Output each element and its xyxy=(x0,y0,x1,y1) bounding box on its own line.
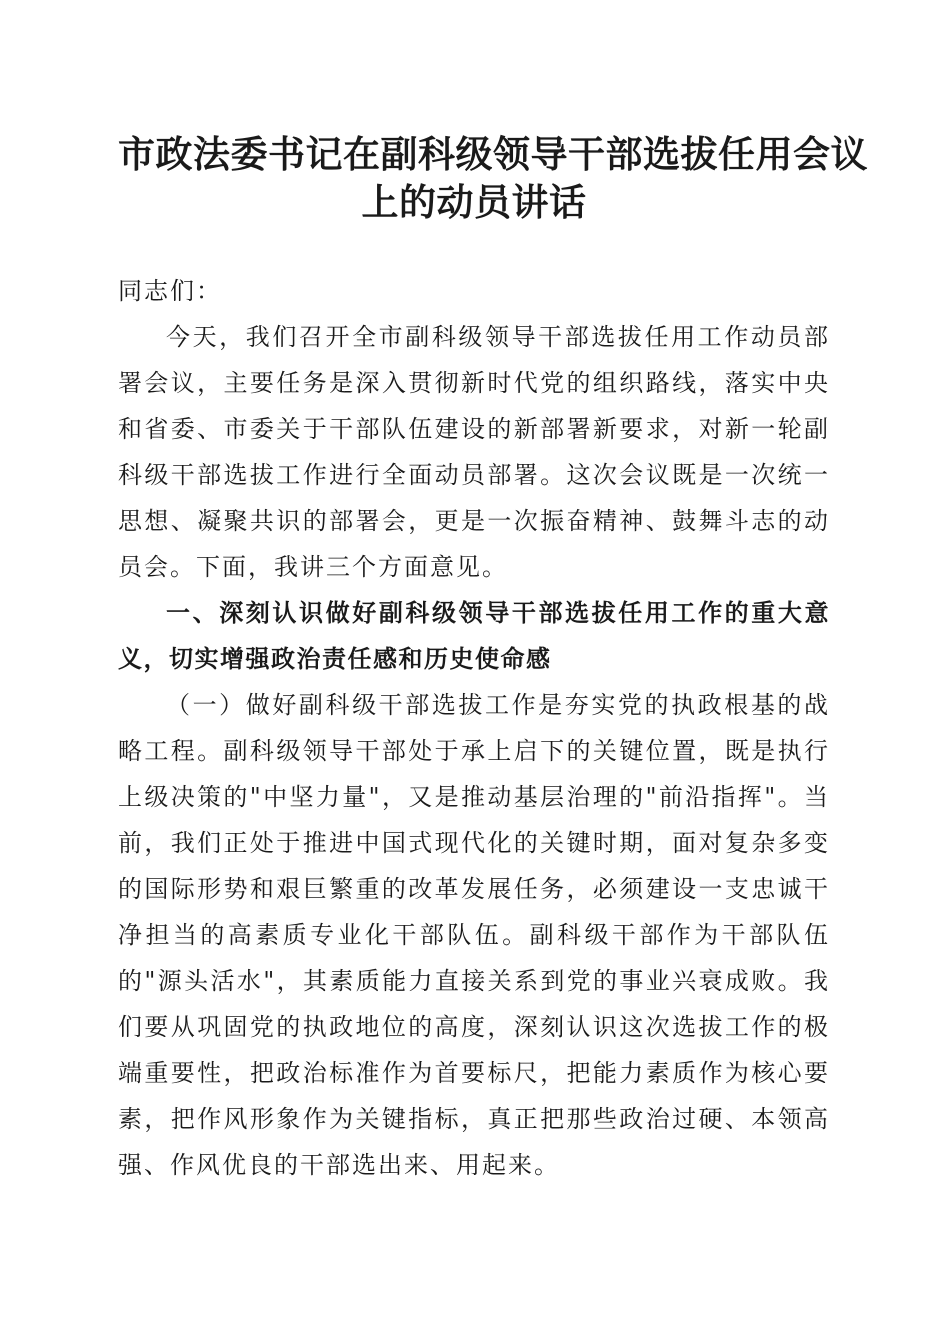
title-line-1: 市政法委书记在副科级领导干部选拔任用会议 xyxy=(118,132,868,176)
document-title xyxy=(118,130,868,226)
salutation: 同志们： xyxy=(118,277,222,305)
subsection-1-body: 副科级领导干部处于承上启下的关键位置，既是执行上级决策的"中坚力量"，又是推动基层治理的"前沿指挥"。当前，我们正处于推进中国式现代化的关键时期，面对复杂多变的国际形势和艰巨繁重的改革发展任务，必须建设一支忠诚干净担当的高素质专业化干部队伍。副科级干部作为干部队伍的"源头活水"，其素质能力直接关系到党的事业兴衰成败。我们要从巩固党的执政地位的高度，深刻认识这次选拔工作的极端重要性，把政治标准作为首要标尺，把能力素质作为核心要素，把作风形象作为关键指标，真正把那些政治过硬、本领高强、作风优良的干部选出来、用起来。 xyxy=(118,737,831,1179)
intro-paragraph: 今天，我们召开全市副科级领导干部选拔任用工作动员部署会议，主要任务是深入贯彻新时代党的组织路线，落实中央和省委、市委关于干部队伍建设的新部署新要求，对新一轮副科级干部选拔工作进行全面动员部署。这次会议既是一次统一思想、凝聚共识的部署会，更是一次振奋精神、鼓舞斗志的动员会。下面，我讲三个方面意见。 xyxy=(118,323,830,581)
section-1-heading: 一、深刻认识做好副科级领导干部选拔任用工作的重大意义，切实增强政治责任感和历史使命感 xyxy=(118,599,830,673)
document-page xyxy=(118,130,868,1188)
subsection-1-heading: （一）做好副科级干部选拔工作是夯实党的执政根基的战略工程。 xyxy=(118,691,830,765)
title-line-2: 上的动员讲话 xyxy=(361,180,587,224)
subsection-1-paragraph xyxy=(118,682,830,1188)
document-body xyxy=(118,268,830,1188)
